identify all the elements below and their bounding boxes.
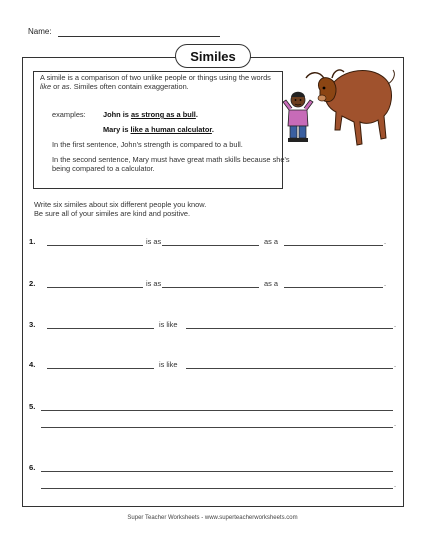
item-period: . [384, 279, 387, 288]
answer-line[interactable] [41, 427, 393, 428]
item-number: 4. [29, 360, 36, 369]
item-number: 3. [29, 320, 36, 329]
footer-credit: Super Teacher Worksheets - www.superteacherworksheets.com [127, 515, 298, 521]
answer-line[interactable] [162, 287, 259, 288]
example-1: John is as strong as a bull. [103, 110, 198, 119]
answer-line[interactable] [284, 245, 383, 246]
answer-line[interactable] [41, 488, 393, 489]
explanation-2: In the second sentence, Mary must have great math skills because she's being compared to a calculator. [52, 155, 290, 174]
boy-icon [283, 92, 313, 142]
answer-line[interactable] [47, 368, 154, 369]
item-word: is as [146, 237, 162, 246]
name-input-line[interactable] [58, 36, 220, 37]
explanation-1: In the first sentence, John's strength is compared to a bull. [52, 140, 243, 149]
answer-line[interactable] [47, 287, 143, 288]
item-period: . [394, 360, 397, 369]
page-title: Similes [175, 44, 251, 68]
name-label: Name: [28, 27, 52, 36]
answer-line[interactable] [284, 287, 383, 288]
instructions: Write six similes about six different people you know. Be sure all of your similes are kind and positive. [34, 200, 207, 219]
answer-line[interactable] [47, 328, 154, 329]
bull-icon [306, 70, 394, 145]
examples-label: examples: [52, 110, 86, 119]
example-2: Mary is like a human calculator. [103, 125, 214, 134]
answer-line[interactable] [47, 245, 143, 246]
item-word: as a [264, 237, 278, 246]
definition-text: A simile is a comparison of two unlike people or things using the words like or as. Similes often contain exaggeration. [40, 73, 271, 92]
item-number: 6. [29, 463, 36, 472]
item-word: as a [264, 279, 278, 288]
boy-and-bull-illustration [280, 60, 396, 160]
item-number: 2. [29, 279, 36, 288]
item-word: is as [146, 279, 162, 288]
answer-line[interactable] [41, 471, 393, 472]
item-period: . [394, 320, 397, 329]
item-word: is like [159, 320, 178, 329]
answer-line[interactable] [162, 245, 259, 246]
item-period: . [394, 419, 397, 428]
item-period: . [394, 480, 397, 489]
item-number: 1. [29, 237, 36, 246]
item-period: . [384, 237, 387, 246]
answer-line[interactable] [186, 368, 393, 369]
item-number: 5. [29, 402, 36, 411]
item-word: is like [159, 360, 178, 369]
answer-line[interactable] [186, 328, 393, 329]
answer-line[interactable] [41, 410, 393, 411]
